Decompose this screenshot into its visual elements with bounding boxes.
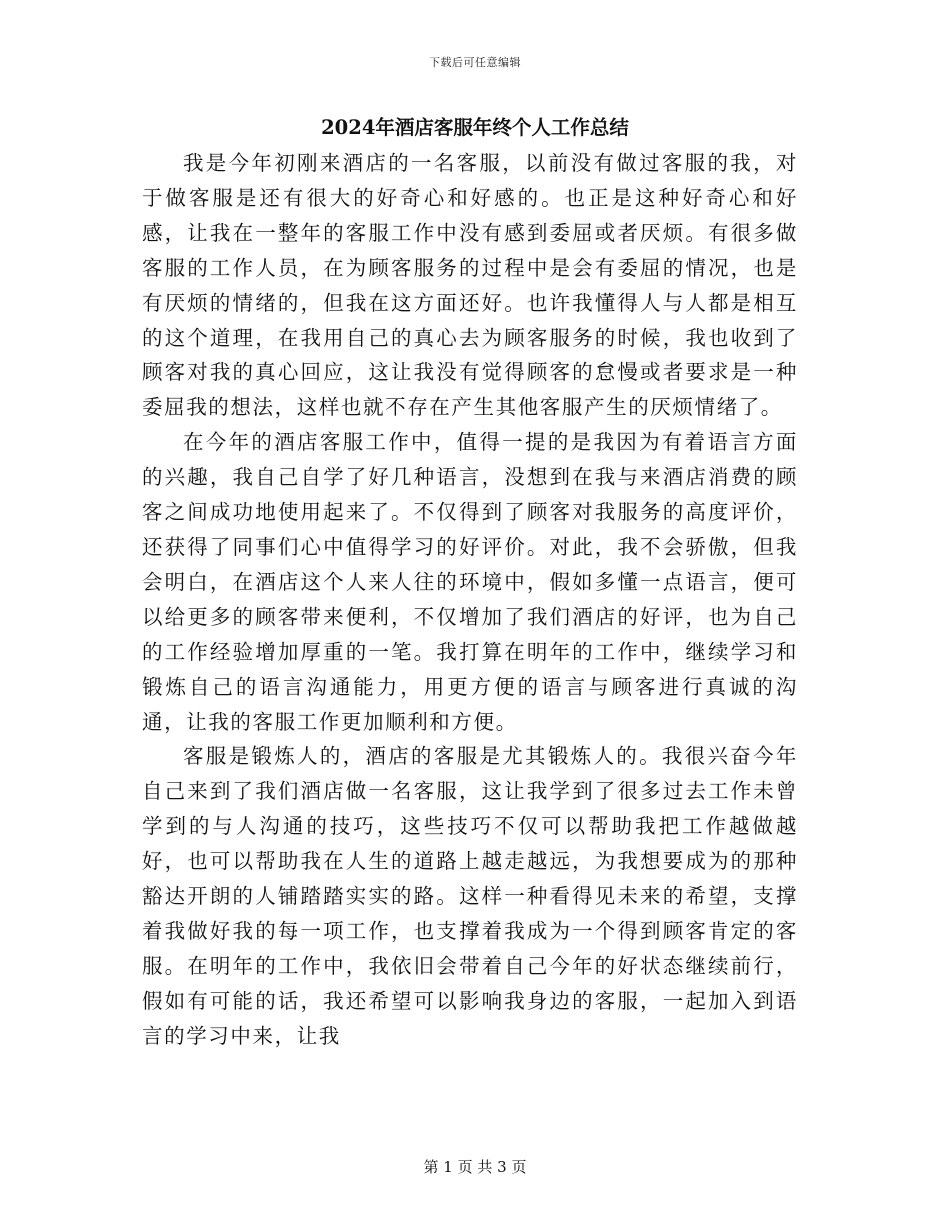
page-number-footer: 第 1 页 共 3 页: [423, 1158, 527, 1176]
document-body: [142, 146, 798, 1054]
paragraph-2: 在今年的酒店客服工作中，值得一提的是我因为有着语言方面的兴趣，我自己自学了好几种语言，没想到在我与来酒店消费的顾客之间成功地使用起来了。不仅得到了顾客对我服务的高度评价，还获得了同事们心中值得学习的好评价。对此，我不会骄傲，但我会明白，在酒店这个人来人往的环境中，假如多懂一点语言，便可以给更多的顾客带来便利，不仅增加了我们酒店的好评，也为自己的工作经验增加厚重的一笔。我打算在明年的工作中，继续学习和锻炼自己的语言沟通能力，用更方便的语言与顾客进行真诚的沟通，让我的客服工作更加顺利和方便。: [142, 430, 798, 734]
paragraph-1: 我是今年初刚来酒店的一名客服，以前没有做过客服的我，对于做客服是还有很大的好奇心和好感的。也正是这种好奇心和好感，让我在一整年的客服工作中没有感到委屈或者厌烦。有很多做客服的工作人员，在为顾客服务的过程中是会有委屈的情况，也是有厌烦的情绪的，但我在这方面还好。也许我懂得人与人都是相互的这个道理，在我用自己的真心去为顾客服务的时候，我也收到了顾客对我的真心回应，这让我没有觉得顾客的怠慢或者要求是一种委屈我的想法，这样也就不存在产生其他客服产生的厌烦情绪了。: [142, 151, 798, 420]
document-title: 2024年酒店客服年终个人工作总结: [321, 116, 629, 139]
paragraph-3: 客服是锻炼人的，酒店的客服是尤其锻炼人的。我很兴奋今年自己来到了我们酒店做一名客服，这让我学到了很多过去工作未曾学到的与人沟通的技巧，这些技巧不仅可以帮助我把工作越做越好，也可以帮助我在人生的道路上越走越远，为我想要成为的那种豁达开朗的人铺踏踏实实的路。这样一种看得见未来的希望，支撑着我做好我的每一项工作，也支撑着我成为一个得到顾客肯定的客服。在明年的工作中，我依旧会带着自己今年的好状态继续前行，假如有可能的话，我还希望可以影响我身边的客服，一起加入到语言的学习中来，让我: [142, 744, 798, 1048]
header-note: 下载后可任意编辑: [429, 56, 521, 69]
